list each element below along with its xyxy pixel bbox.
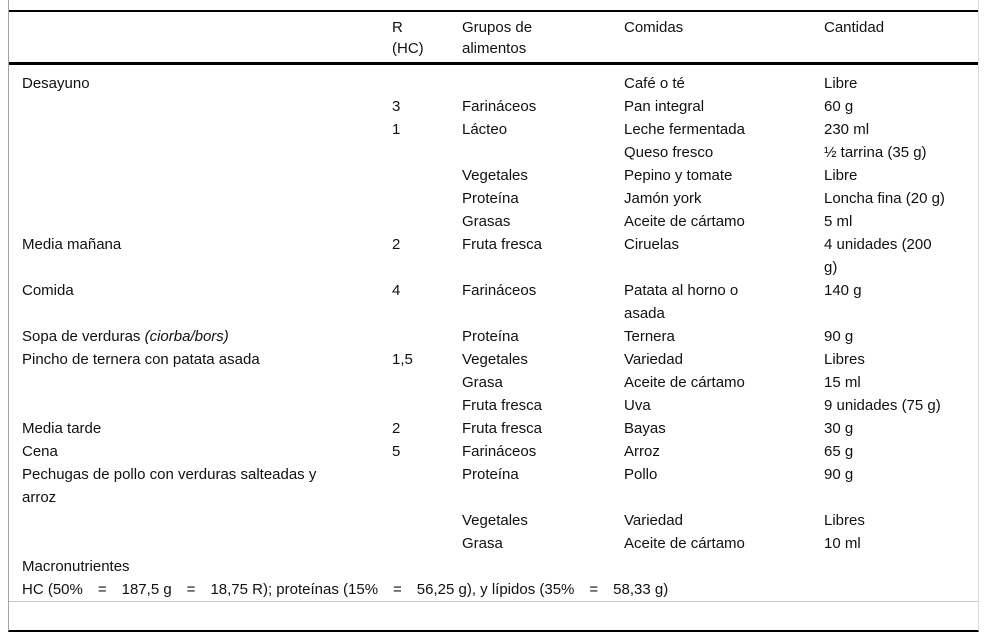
lipid-segment: 56,25 g), y lípidos (35% [416,581,575,598]
food-item: Queso fresco [624,144,714,161]
header-comidas-label: Comidas [624,19,684,36]
header-r-line2: (HC) [392,40,424,57]
food-group-cell [462,279,624,325]
food-group: Vegetales [462,512,528,529]
food-item: Pan integral [624,98,705,115]
rhc-cell [392,371,462,394]
food-item: Aceite de cártamo [624,374,745,391]
rhc-value: 3 [392,98,401,115]
header-comidas [624,11,824,64]
header-meal-column [9,11,392,64]
meal-cell [9,440,392,463]
food-group-cell [462,463,624,509]
quantity-cell [824,325,978,348]
food-group: Grasas [462,213,511,230]
food-item: Arroz [624,443,660,460]
meal-label: Media tarde [22,420,102,437]
table-row [9,95,978,118]
equals-sign: = [186,581,196,598]
meal-cell [9,463,392,509]
header-cantidad-label: Cantidad [824,19,885,36]
food-group: Fruta fresca [462,397,543,414]
food-item: Aceite de cártamo [624,535,745,552]
food-group: Farináceos [462,443,537,460]
quantity-cell [824,348,978,371]
rhc-value: 1,5 [392,351,413,368]
food-group: Vegetales [462,167,528,184]
rhc-cell [392,348,462,371]
quantity: 90 g [824,328,854,345]
table-row [9,141,978,164]
food-item: Aceite de cártamo [624,213,745,230]
table-row [9,394,978,417]
food-cell [624,325,824,348]
quantity-cell [824,164,978,187]
food-item: Bayas [624,420,666,437]
food-item: Patata al horno o asada [624,282,739,322]
rhc-cell [392,118,462,141]
quantity: 140 g [824,282,862,299]
food-cell [624,233,824,279]
header-food-groups [462,11,624,64]
macronutrients-label: Macronutrientes [22,558,130,575]
food-item: Jamón york [624,190,702,207]
quantity-cell [824,210,978,233]
food-cell [624,187,824,210]
quantity: 15 ml [824,374,861,391]
rhc-cell [392,95,462,118]
food-cell [624,141,824,164]
table-body [9,64,978,602]
food-group: Grasa [462,535,503,552]
food-group-cell [462,348,624,371]
rhc-cell [392,325,462,348]
rhc-cell [392,394,462,417]
meal-label: Comida [22,282,74,299]
food-item: Pollo [624,466,658,483]
rhc-cell [392,187,462,210]
food-cell [624,417,824,440]
meal-cell [9,348,392,371]
quantity-cell [824,279,978,325]
equals-sign: = [393,581,402,598]
table-row [9,233,978,279]
food-item: Uva [624,397,651,414]
quantity: ½ tarrina (35 g) [824,144,927,161]
meal-label: Pechugas de pollo con verduras salteadas y arroz [22,466,317,506]
table-header [9,11,978,64]
header-r-line1: R [392,19,403,36]
quantity-cell [824,509,978,532]
meal-cell [9,325,392,348]
quantity-cell [824,394,978,417]
food-cell [624,440,824,463]
rhc-cell [392,141,462,164]
quantity: 10 ml [824,535,861,552]
meal-cell [9,141,392,164]
table-row [9,118,978,141]
table-row [9,325,978,348]
equals-sign: = [97,581,107,598]
food-item: Café o té [624,75,685,92]
table-row [9,348,978,371]
food-group-cell [462,187,624,210]
table-row [9,371,978,394]
food-cell [624,118,824,141]
food-cell [624,95,824,118]
meal-cell [9,417,392,440]
food-group-cell [462,394,624,417]
table-row [9,64,978,96]
diet-plan-table [9,10,978,602]
meal-cell [9,532,392,555]
food-cell [624,348,824,371]
meal-cell [9,371,392,394]
hc-segment: HC (50% [22,581,83,598]
quantity-cell [824,95,978,118]
quantity-cell [824,440,978,463]
quantity: 5 ml [824,213,853,230]
rhc-cell [392,164,462,187]
food-cell [624,164,824,187]
diet-table-frame [8,0,979,632]
food-group-cell [462,233,624,279]
quantity: 30 g [824,420,854,437]
food-group-cell [462,371,624,394]
rhc-cell [392,210,462,233]
food-group-cell [462,95,624,118]
meal-label: Desayuno [22,75,90,92]
rhc-cell [392,233,462,279]
rhc-cell [392,532,462,555]
rhc-value: 5 [392,443,401,460]
macronutrients-summary-row [9,578,978,602]
quantity: Libre [824,167,858,184]
rhc-cell [392,417,462,440]
food-group: Proteína [462,190,519,207]
quantity: Loncha fina (20 g) [824,190,945,207]
food-group: Grasa [462,374,503,391]
food-group: Farináceos [462,98,537,115]
table-row [9,509,978,532]
food-group-cell [462,509,624,532]
food-cell [624,532,824,555]
food-group-cell [462,440,624,463]
quantity: 230 ml [824,121,870,138]
quantity: 4 unidades (200 g) [824,236,932,276]
table-row [9,210,978,233]
rhc-value: 2 [392,420,401,437]
header-groups-line2: alimentos [462,40,527,57]
meal-label: Media mañana [22,236,122,253]
food-cell [624,371,824,394]
table-row [9,417,978,440]
quantity-cell [824,141,978,164]
rhc-cell [392,64,462,96]
meal-cell [9,233,392,279]
food-cell [624,463,824,509]
food-item: Leche fermentada [624,121,745,138]
food-group: Fruta fresca [462,236,543,253]
rhc-value: 2 [392,236,401,253]
quantity-cell [824,463,978,509]
rhc-value: 1 [392,121,401,138]
macronutrients-summary-cell [9,578,978,602]
food-group-cell [462,164,624,187]
quantity: 65 g [824,443,854,460]
meal-cell [9,210,392,233]
meal-cell [9,509,392,532]
quantity-cell [824,532,978,555]
food-group-cell [462,118,624,141]
meal-cell [9,64,392,96]
food-item: Variedad [624,512,683,529]
equals-sign: = [589,581,599,598]
quantity: Libre [824,75,858,92]
protein-segment: 18,75 R); proteínas (15% [210,581,379,598]
macronutrients-cell [9,555,978,578]
food-cell [624,394,824,417]
food-group: Farináceos [462,282,537,299]
rhc-cell [392,279,462,325]
rhc-value: 4 [392,282,401,299]
table-row [9,532,978,555]
meal-cell [9,187,392,210]
food-item: Ciruelas [624,236,680,253]
quantity: Libres [824,512,865,529]
quantity-cell [824,118,978,141]
macronutrients-row [9,555,978,578]
food-cell [624,64,824,96]
meal-label: Pincho de ternera con patata asada [22,351,260,368]
food-group-cell [462,210,624,233]
meal-cell [9,279,392,325]
meal-label [22,325,229,348]
food-group: Proteína [462,466,519,483]
quantity: 9 unidades (75 g) [824,397,941,414]
quantity: 60 g [824,98,854,115]
food-cell [624,210,824,233]
meal-label-text: Sopa de verduras [22,328,141,345]
quantity-cell [824,233,978,279]
lipid-grams: 58,33 g) [613,581,669,598]
quantity: Libres [824,351,865,368]
hc-grams: 187,5 g [121,581,172,598]
header-r-hc [392,11,462,64]
food-group: Lácteo [462,121,508,138]
meal-cell [9,164,392,187]
quantity-cell [824,187,978,210]
quantity: 90 g [824,466,854,483]
quantity-cell [824,64,978,96]
food-group-cell [462,417,624,440]
table-row [9,187,978,210]
header-row [9,11,978,64]
meal-label: Cena [22,443,58,460]
header-cantidad [824,11,978,64]
quantity-cell [824,371,978,394]
rhc-cell [392,509,462,532]
meal-label-italic: (ciorba/bors) [144,328,229,345]
meal-cell [9,95,392,118]
meal-cell [9,118,392,141]
table-row [9,164,978,187]
food-item: Ternera [624,328,675,345]
table-row [9,440,978,463]
food-group-cell [462,141,624,164]
food-group: Fruta fresca [462,420,543,437]
food-group-cell [462,532,624,555]
food-group: Proteína [462,328,519,345]
food-item: Variedad [624,351,683,368]
food-group: Vegetales [462,351,528,368]
food-item: Pepino y tomate [624,167,733,184]
rhc-cell [392,440,462,463]
food-cell [624,509,824,532]
table-row [9,279,978,325]
header-groups-line1: Grupos de [462,19,533,36]
rhc-cell [392,463,462,509]
meal-cell [9,394,392,417]
food-cell [624,279,824,325]
table-row [9,463,978,509]
food-group-cell [462,325,624,348]
quantity-cell [824,417,978,440]
food-group-cell [462,64,624,96]
